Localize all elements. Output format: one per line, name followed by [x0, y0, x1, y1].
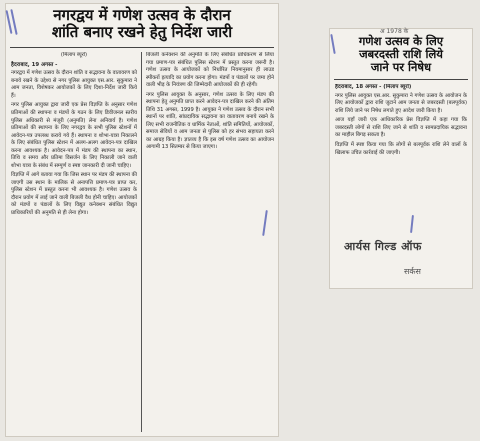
- column-divider: [141, 52, 142, 432]
- headline: [330, 29, 472, 75]
- news-clipping-forced-donation-ban: [330, 29, 472, 288]
- headline-divider: [334, 79, 468, 80]
- paragraph: नगरद्वय में गणेश उत्सव के दौरान शांति व सद्भावना के वातावरण को बनाये रखने के उद्देश्य से नगर पुलिस आयुक्त एस.आर. सुकुमारा ने आम जनता, विशेषकर आयोजकों के लिए दिशा-निर्देश जारी किये हैं।: [11, 70, 137, 99]
- source-credit: (मिलाप ब्यूरो): [60, 52, 88, 58]
- headline-line-2: शांति बनाए रखने हेतु निर्देश जारी: [51, 23, 233, 42]
- paragraph: बिजली कनेक्शन की अनुमति के लिए संबंधित प्राधिकरण से लिया गया प्रमाण-पत्र संबंधित पुलिस स्टेशन में प्रस्तुत करना जरूरी है। गणेश उत्सव के आयोजकों को निर्धारित नियमानुसार ही लाउड स्पीकरों इत्यादि का प्रयोग करना होगा। मंडपों व पंडालों पर जमा होने वाली भीड़ के नियंत्रण की जिम्मेदारी आयोजकों की ही रहेगी।: [146, 52, 274, 89]
- paragraph: नगर पुलिस आयुक्त के अनुसार, गणेश उत्सव के लिए मंडप की स्थापना हेतु अनुमति प्राप्त करने आवेदन-पत्र दाखिल करने की अंतिम तिथि 31 अगस्त, 1999 है। आयुक्त ने गणेश उत्सव के दौरान सभी स्थानों पर शांति, सांप्रदायिक सद्भावना का वातावरण बनाये रखने के लिए सभी राजनीतिक व धार्मिक नेताओं, शांति समितियों, आयोजकों, समाज सेवियों व आम जनता से पुलिस को हर संभव सहायता करने का आग्रह किया है। ज्ञातव्य है कि इस वर्ष गणेश उत्सव का आयोजन आगामी 13 सितम्बर से किया जाएगा।: [146, 91, 274, 151]
- news-clipping-ganesh-festival-peace: [6, 4, 278, 436]
- footer-logo: आर्यस गिल्ड ऑफ: [344, 240, 422, 253]
- header-fragment: अ 1978 के: [380, 28, 409, 35]
- headline-line-1: गणेश उत्सव के लिए: [358, 34, 444, 48]
- headline: [6, 4, 278, 42]
- paragraph: विज्ञप्ति में आगे बताया गया कि जिस स्थान पर मंडप की स्थापना की जाएगी उस स्थान के मालिक से अनापत्ति प्रमाण-पत्र प्राप्त कर, पुलिस स्टेशन में प्रस्तुत करना भी आवश्यक है। गणेश उत्सव के दौरान प्रयोग में लाई जाने वाली बिजली वैध होनी चाहिए। आयोजकों को मंडपों व पंडालों के लिए विद्युत कनेक्शन संबंधित विद्युत प्राधिकारियों की अनुमति से ही लेना होगा।: [11, 172, 137, 216]
- paragraph: नगर पुलिस आयुक्त द्वारा जारी एक प्रेस विज्ञप्ति के अनुसार गणेश प्रतिमाओं की स्थापना व मंडपों के गठन के लिए डिवीजनल स्तरीय पुलिस अधिकारी से मंजूरी (अनुमति) लेना अनिवार्य है। गणेश प्रतिमाओं की स्थापना के लिए नगरद्वय के सभी पुलिस स्टेशनों में आवेदन-पत्र उपलब्ध कराये गये हैं। स्थापना व शोभा-यात्रा निकालने के लिए संबंधित पुलिस स्टेशन में अलग-अलग आवेदन-पत्र दाखिल करना आवश्यक है। आवेदन-पत्र में मंडप की स्थापना का स्थान, तिथि व समय और प्रतिमा विसर्जन के लिए निकाली जाने वाली शोभा यात्रा के संबंध में सम्पूर्ण व स्पष्ट जानकारी दी जानी चाहिए।: [11, 102, 137, 169]
- headline-line-1: नगरद्वय में गणेश उत्सव के दौरान: [53, 6, 231, 24]
- article-column-2: [146, 52, 274, 432]
- article-column: [335, 84, 467, 234]
- paragraph: विज्ञप्ति में स्पष्ट किया गया कि लोगों से बलपूर्वक राशि लेने वालों के खिलाफ उचित कार्रवाई की जाएगी।: [335, 142, 467, 156]
- paragraph: नगर पुलिस आयुक्त एस.आर. सुकुमारा ने गणेश उत्सव के आयोजन के लिए आयोजकों द्वारा राशि जुटाने आम जनता से जबरदस्ती (बलपूर्वक) राशि लिये जाने पर निषेध लगाते हुए आदेश जारी किया है।: [335, 92, 467, 114]
- dateline: हैदराबाद, 18 अगस्त - (मिलाप ब्यूरो): [335, 84, 412, 90]
- paragraph: आज यहाँ जारी एक आधिकारिक प्रेस विज्ञप्ति में कहा गया कि जबरदस्ती लोगों से राशि लिए जाने से शांति व सामप्रदायिक सद्भावना का माहौल बिगड़ सकता है।: [335, 117, 467, 139]
- headline-line-3: जाने पर निषेध: [370, 60, 432, 75]
- footer-fragment: सर्कस: [404, 267, 421, 276]
- dateline: हैदराबाद, 19 अगस्त -: [11, 61, 58, 68]
- article-column-1: [11, 52, 137, 432]
- headline-divider: [10, 47, 274, 48]
- headline-line-2: जबरदस्ती राशि लिये: [359, 47, 443, 62]
